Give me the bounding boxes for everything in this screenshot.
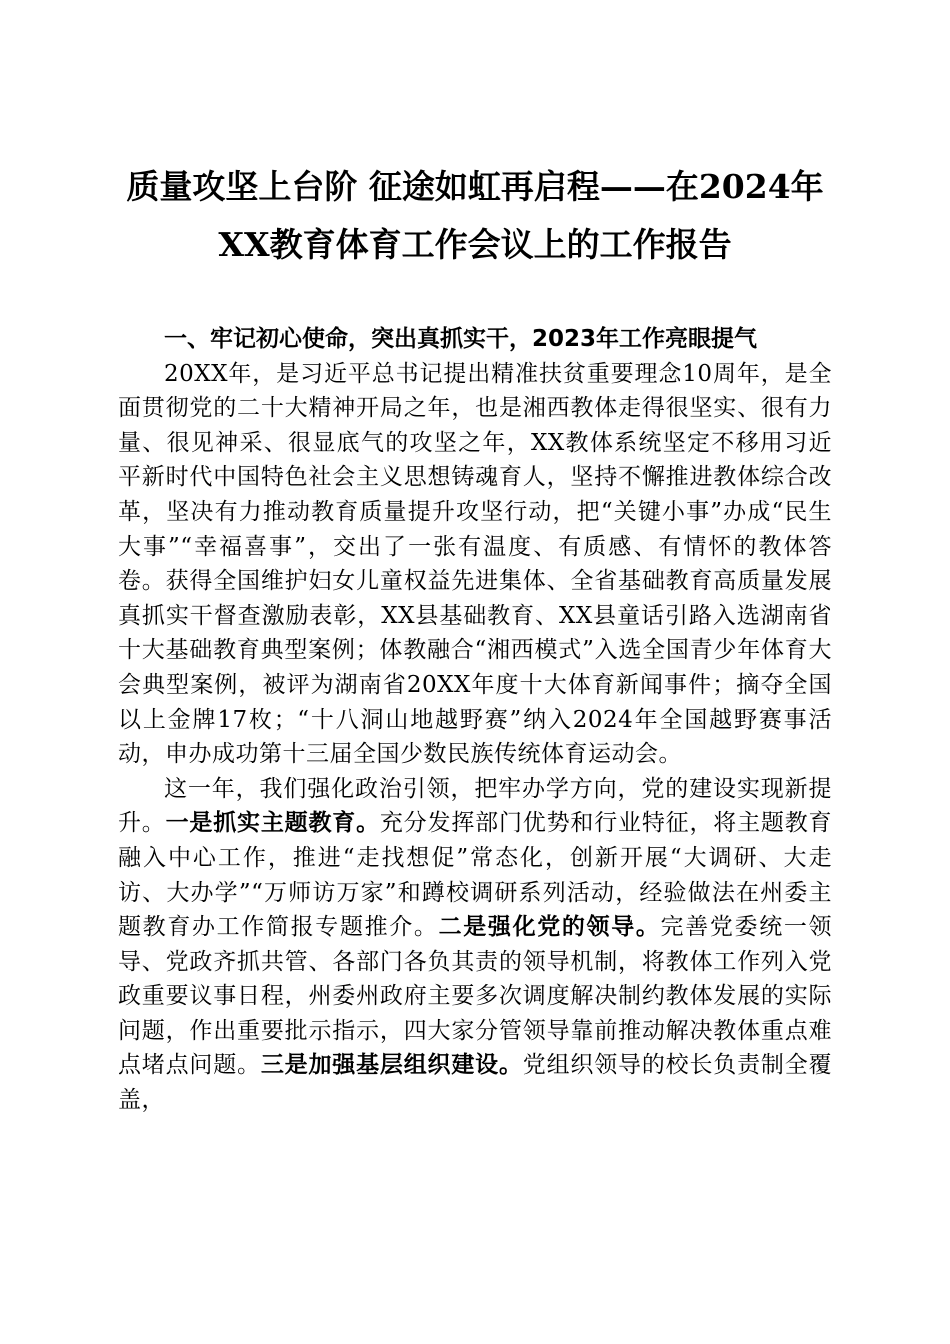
point-2-text: 完善党委统一领导、党政齐抓共管、各部门各负其责的领导机制，将教体工作列入党政重要议事日程，州委州政府主要多次调度解决制约教体发展的实际问题，作出重要批示指示，四大家分管领导靠前推动解决教体重点难点堵点问题。 [118, 914, 833, 1079]
document-title: 质量攻坚上台阶 征途如虹再启程——在2024年XX教育体育工作会议上的工作报告 [126, 167, 824, 264]
point-2-title: 二是强化党的领导。 [438, 914, 661, 941]
section-heading: 一、牢记初心使命，突出真抓实干，2023年工作亮眼提气 [164, 326, 758, 352]
point-3-title: 三是加强基层组织建设。 [260, 1052, 523, 1079]
document-body [118, 322, 832, 1118]
paragraph-2-intro: 这一年，我们强化政治引领，把牢办学方向，党的建设实现新提升。 [118, 775, 832, 837]
point-1-text: 充分发挥部门优势和行业特征，将主题教育融入中心工作，推进“走找想促”常态化，创新开展“大调研、大走访、大办学”“万师访万家”和蹲校调研系列活动，经验做法在州委主题教育办工作简报专题推介。 [118, 810, 833, 941]
point-3-text: 党组织领导的校长负责制全覆盖， [118, 1052, 833, 1114]
point-1-title: 一是抓实主题教育。 [165, 810, 380, 837]
paragraph-2 [118, 772, 832, 1118]
paragraph-1: 20XX年，是习近平总书记提出精准扶贫重要理念10周年，是全面贯彻党的二十大精神开局之年，也是湘西教体走得很坚实、很有力量、很见神采、很显底气的攻坚之年，XX教体系统坚定不移用习近平新时代中国特色社会主义思想铸魂育人，坚持不懈推进教体综合改革，坚决有力推动教育质量提升攻坚行动，把“关键小事”办成“民生大事”“幸福喜事”，交出了一张有温度、有质感、有情怀的教体答卷。获得全国维护妇女儿童权益先进集体、全省基础教育高质量发展真抓实干督查激励表彰，XX县基础教育、XX县童话引路入选湖南省十大基础教育典型案例；体教融合“湘西模式”入选全国青少年体育大会典型案例，被评为湖南省20XX年度十大体育新闻事件；摘夺全国以上金牌17枚；“十八洞山地越野赛”纳入2024年全国越野赛事活动，申办成功第十三届全国少数民族传统体育运动会。 [118, 360, 832, 768]
